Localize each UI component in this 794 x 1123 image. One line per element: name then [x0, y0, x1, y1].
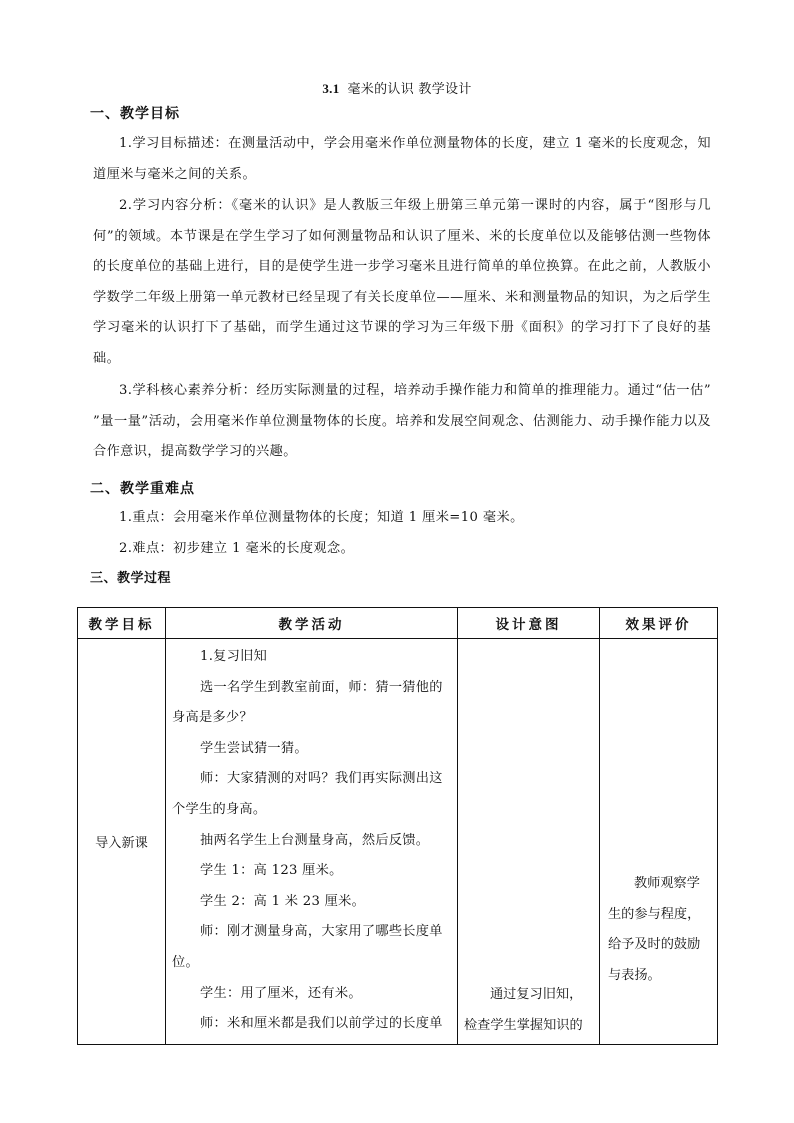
- activity-line: 学生尝试猜一猜。: [200, 740, 308, 756]
- activity-line: 抽两名学生上台测量身高，然后反馈。: [200, 832, 430, 848]
- header-goal: 教学目标: [78, 608, 166, 639]
- activity-line: 师：米和厘米都是我们以前学过的长度单: [200, 1016, 443, 1032]
- paragraph-difficulty: 2.难点：初步建立 1 毫米的长度观念。: [119, 541, 355, 556]
- title-number: 3.1: [322, 81, 340, 96]
- cell-intent: [458, 639, 600, 1045]
- header-activity: 教学活动: [166, 608, 458, 639]
- document-title: [0, 78, 794, 97]
- activity-line: 学生：用了厘米，还有米。: [200, 985, 362, 1001]
- section-heading-key-points: 二、教学重难点: [90, 481, 195, 497]
- intent-text: 通过复习旧知，检查学生掌握知识的: [464, 987, 583, 1033]
- activity-line: 学生 1：高 123 厘米。: [200, 863, 343, 879]
- cell-goal: 导入新课: [78, 639, 166, 1045]
- activity-line: 1.复习旧知: [200, 649, 268, 664]
- header-intent: 设计意图: [458, 608, 600, 639]
- activity-line: 学生 2：高 1 米 23 厘米。: [200, 893, 366, 909]
- paragraph-content-analysis: 2.学习内容分析：《毫米的认识》是人教版三年级上册第三单元第一课时的内容，属于“图形与几何”的领域。本节课是在学生学习了如何测量物品和认识了厘米、米的长度单位以及能够估测一些物体的长度单位的基础上进行，目的是使学生进一步学习毫米且进行简单的单位换算。在此之前，人教版小学数学二年级上册第一单元教材已经呈现了有关长度单位——厘米、米和测量物品的知识，为之后学生学习毫米的认识打下了基础，而学生通过这节课的学习为三年级下册《面积》的学习打下了良好的基础。: [93, 198, 711, 366]
- evaluation-text: 教师观察学生的参与程度，给予及时的鼓励与表扬。: [608, 876, 701, 983]
- paragraph-goal-description: 1.学习目标描述：在测量活动中，学会用毫米作单位测量物体的长度，建立 1 毫米的长度观念，知道厘米与毫米之间的关系。: [93, 136, 711, 182]
- cell-evaluation: [600, 639, 718, 1045]
- cell-activities: [166, 639, 458, 1045]
- header-evaluation: 效果评价: [600, 608, 718, 639]
- section-heading-process: 三、教学过程: [90, 571, 172, 586]
- title-text: 毫米的认识 教学设计: [347, 82, 472, 97]
- table-header-row: [78, 608, 718, 639]
- activity-line: 选一名学生到教室前面，师：猜一猜他的身高是多少？: [172, 679, 443, 726]
- activity-line: 师：大家猜测的对吗？我们再实际测出这个学生的身高。: [172, 771, 443, 817]
- paragraph-core-literacy: 3.学科核心素养分析：经历实际测量的过程，培养动手操作能力和简单的推理能力。通过“估一估” ”量一量”活动，会用毫米作单位测量物体的长度。培养和发展空间观念、估测能力、动手操作能力以及合作意识，提高数学学习的兴趣。: [93, 383, 711, 460]
- section-heading-goals: 一、教学目标: [90, 106, 180, 122]
- table-row: [78, 639, 718, 1045]
- paragraph-key-point: 1.重点：会用毫米作单位测量物体的长度；知道 1 厘米=10 毫米。: [119, 510, 524, 525]
- teaching-process-table: [77, 607, 718, 1045]
- activity-line: 师：刚才测量身高，大家用了哪些长度单位。: [172, 924, 443, 970]
